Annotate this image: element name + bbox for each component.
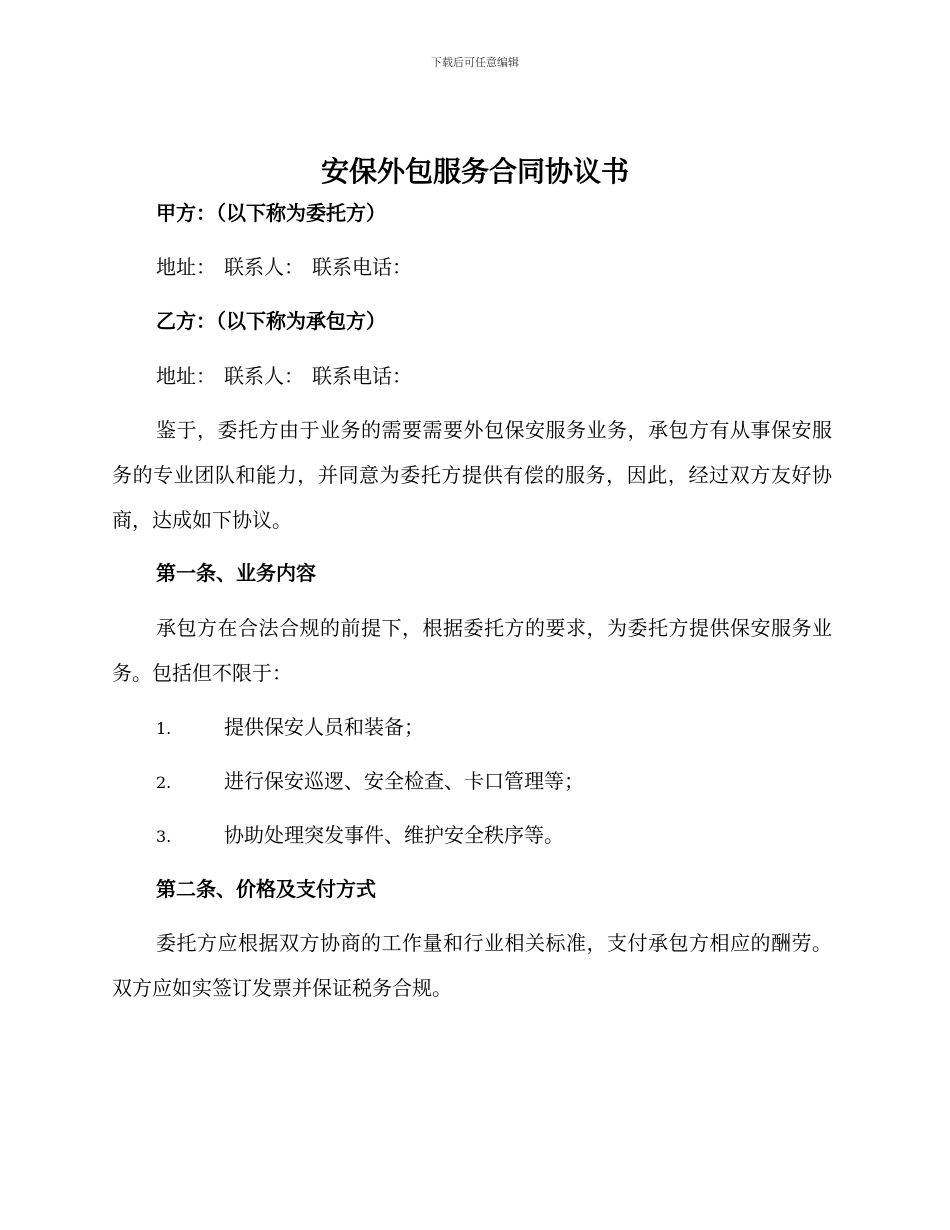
header-note: 下载后可任意编辑 (431, 56, 519, 69)
preamble-paragraph: 鉴于，委托方由于业务的需要需要外包保安服务业务，承包方有从事保安服务的专业团队和能力，并同意为委托方提供有偿的服务，因此，经过双方友好协商，达成如下协议。 (112, 418, 832, 532)
party-b-contact-label: 联系人： (224, 364, 304, 388)
party-a-address-label: 地址： (156, 255, 216, 279)
list-item-number: 1. (156, 719, 172, 738)
list-item-text: 进行保安巡逻、安全检查、卡口管理等； (224, 769, 584, 793)
list-item-text: 提供保安人员和装备； (224, 715, 424, 739)
list-item (156, 820, 564, 852)
party-b-info (156, 361, 412, 391)
article1-heading: 第一条、业务内容 (156, 561, 316, 585)
article2-heading: 第二条、价格及支付方式 (156, 877, 376, 901)
party-a-contact-label: 联系人： (224, 255, 304, 279)
party-a-heading: 甲方：（以下称为委托方） (156, 201, 386, 225)
list-item-number: 2. (156, 773, 172, 792)
list-item (156, 712, 424, 744)
party-a-phone-label: 联系电话： (312, 255, 412, 279)
document-title: 安保外包服务合同协议书 (320, 155, 629, 188)
list-item-text: 协助处理突发事件、维护安全秩序等。 (224, 823, 564, 847)
list-item (156, 766, 584, 798)
article2-body: 委托方应根据双方协商的工作量和行业相关标准，支付承包方相应的酬劳。双方应如实签订发票并保证税务合规。 (112, 931, 832, 1000)
party-b-address-label: 地址： (156, 364, 216, 388)
party-b-phone-label: 联系电话： (312, 364, 412, 388)
party-a-info (156, 252, 412, 282)
article1-body: 承包方在合法合规的前提下，根据委托方的要求，为委托方提供保安服务业务。包括但不限于： (112, 616, 832, 685)
party-b-heading: 乙方：（以下称为承包方） (156, 309, 386, 333)
list-item-number: 3. (156, 827, 172, 846)
